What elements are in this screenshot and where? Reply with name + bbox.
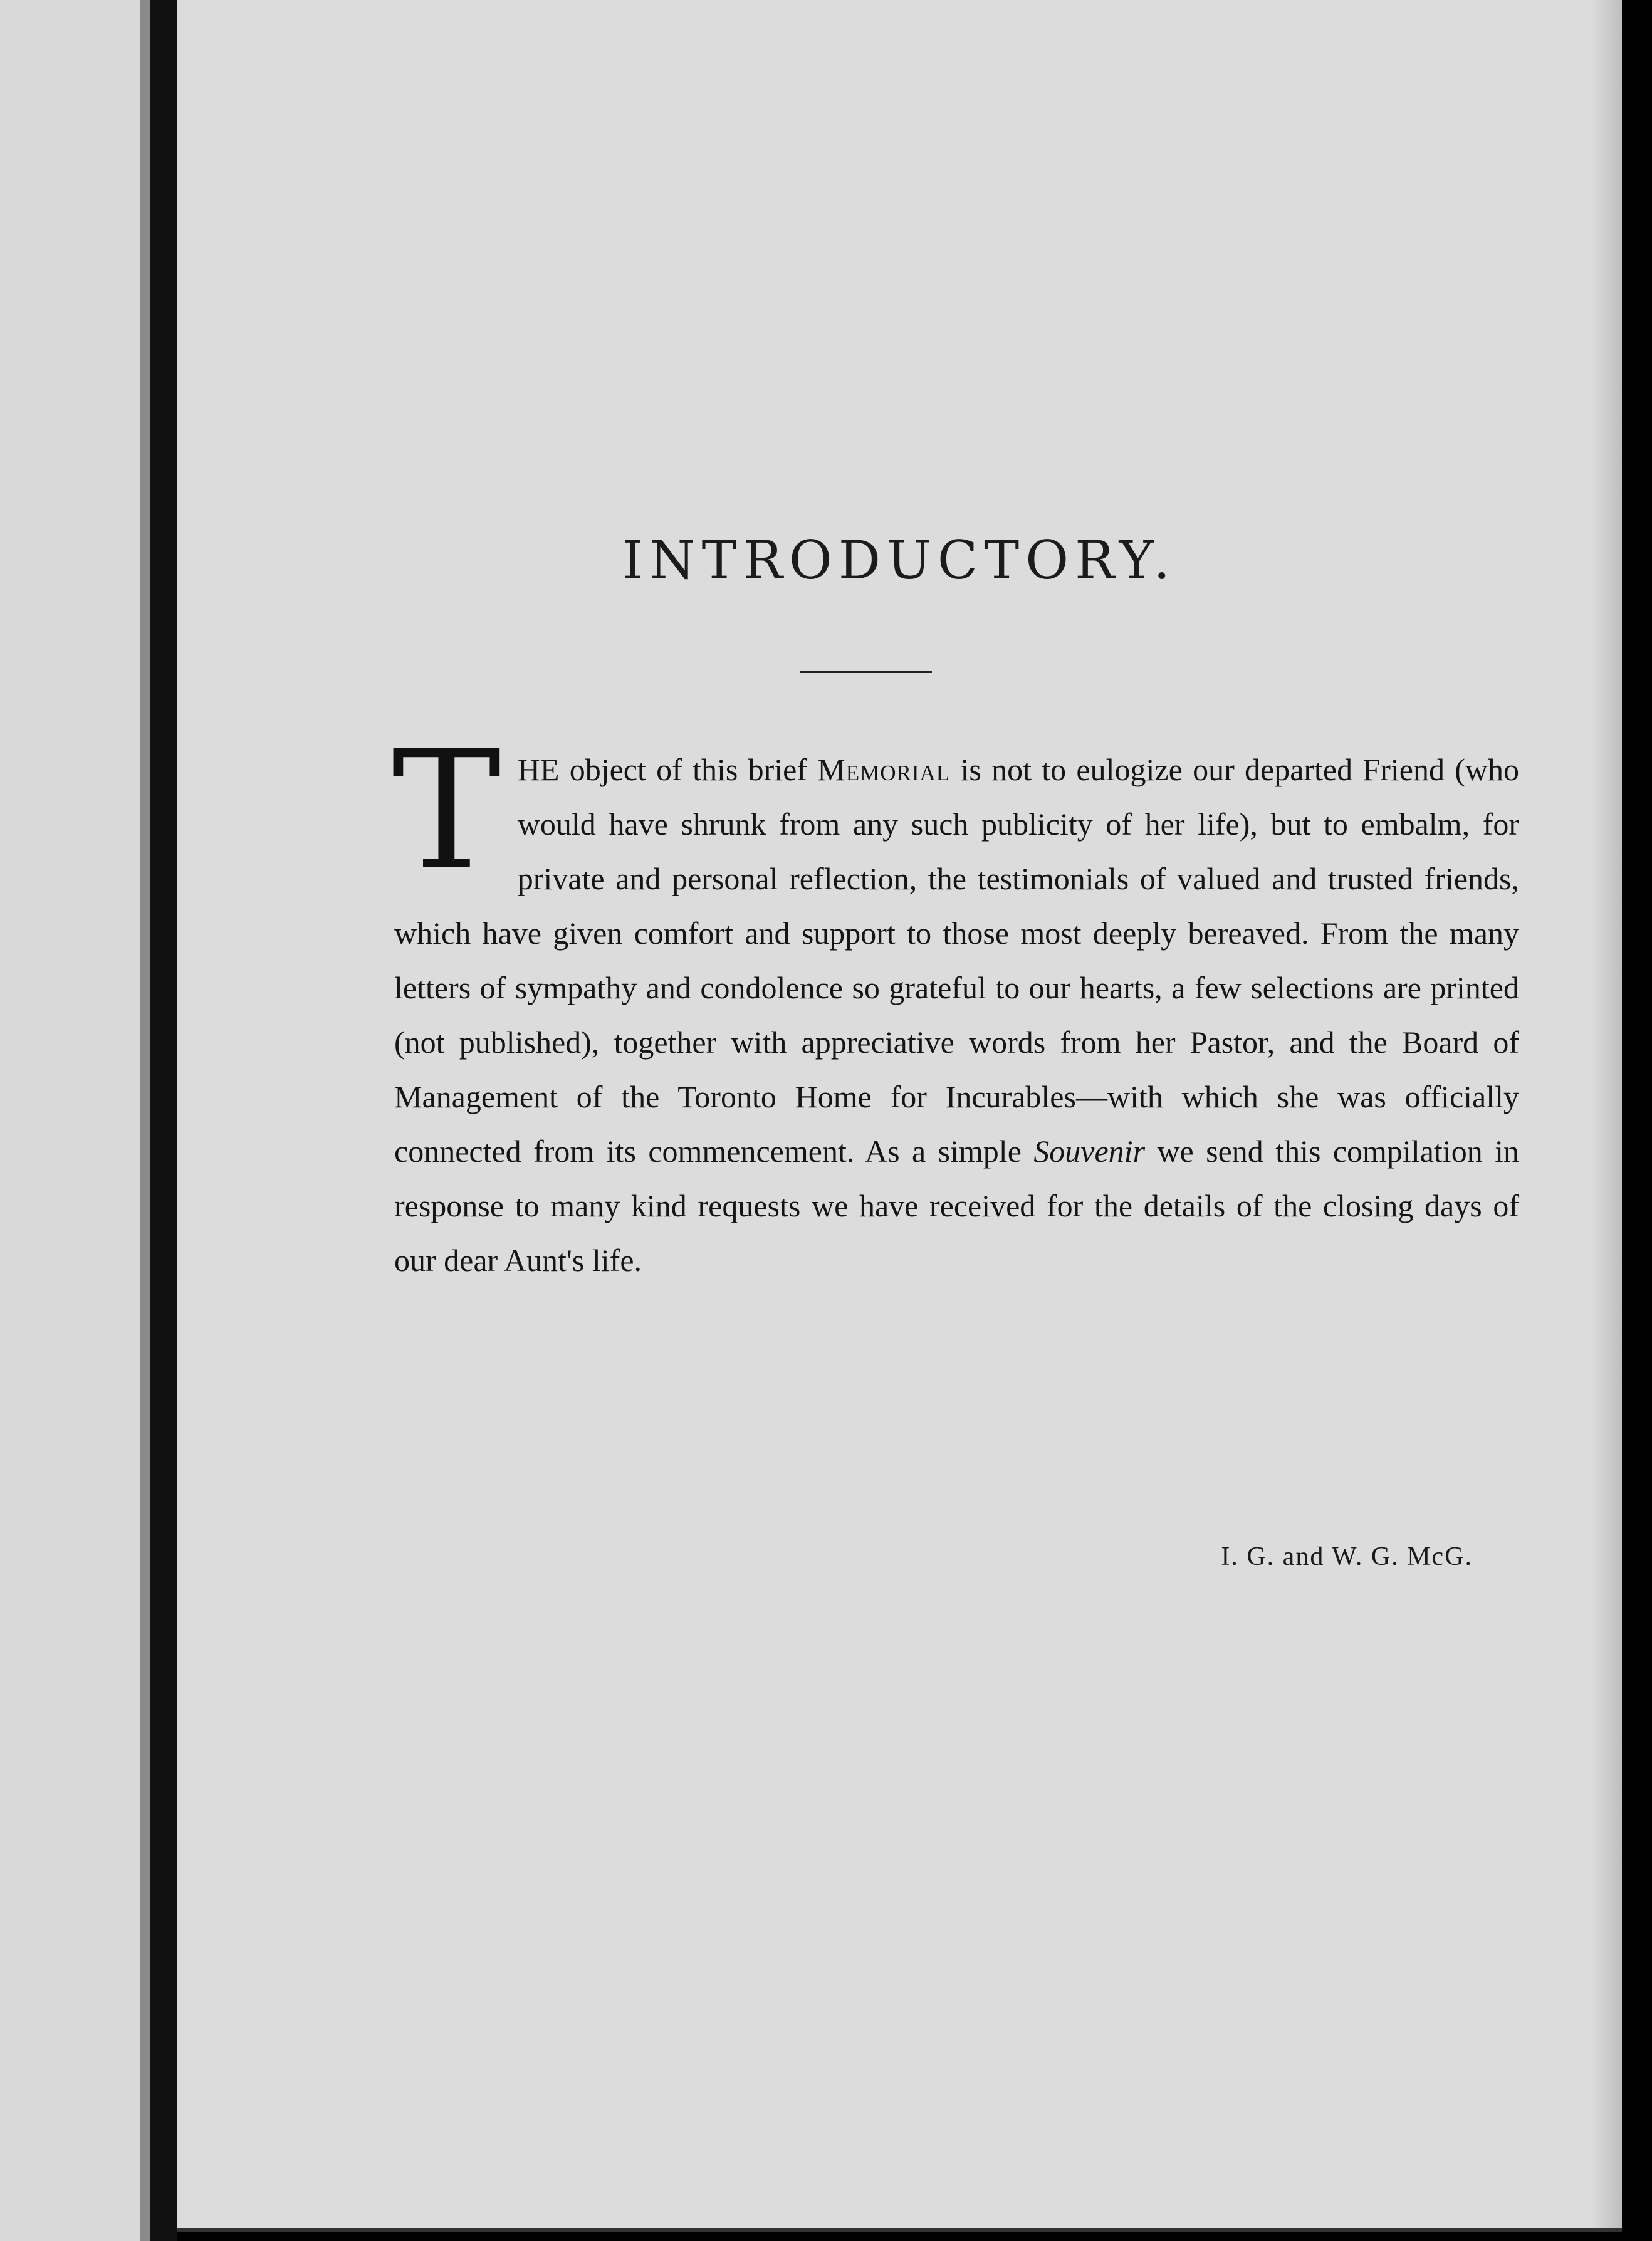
souvenir-word: Souvenir [1033,1134,1146,1169]
book-spine [150,0,177,2241]
facing-page-edge [0,0,140,2241]
signature-initials: I. G. and W. G. McG. [1221,1542,1473,1571]
paragraph-lead: HE object of this brief [517,752,818,787]
paragraph-body: is not to eulogize our departed Friend (who would have shrunk from any such publicity of her life), but to embalm, for private and personal reflection, the testimonials of valued and trusted friends, which have given comfort and support to those most deeply bereaved. From the many letters of sympathy and condolence so grateful to our hearts, a few selections are printed (not published), together with appreciative words from her Pastor, and the Board of Management of the Toronto Home for Incurables—with which she was officially connected from its commencement. As a simple [394,752,1519,1169]
page-edge-shadow [1592,0,1622,2228]
title-divider [800,671,932,673]
facing-page-shadow [140,0,150,2241]
drop-cap: T [392,715,501,906]
memorial-word: Memorial [817,752,951,787]
book-page [177,0,1622,2232]
introductory-paragraph [392,715,1519,1288]
page-title: INTRODUCTORY. [622,530,1177,591]
paragraph-end: we send this compilation in response to many kind requests we have received for the details of the closing days of our dear Aunt's life. [394,1134,1519,1278]
